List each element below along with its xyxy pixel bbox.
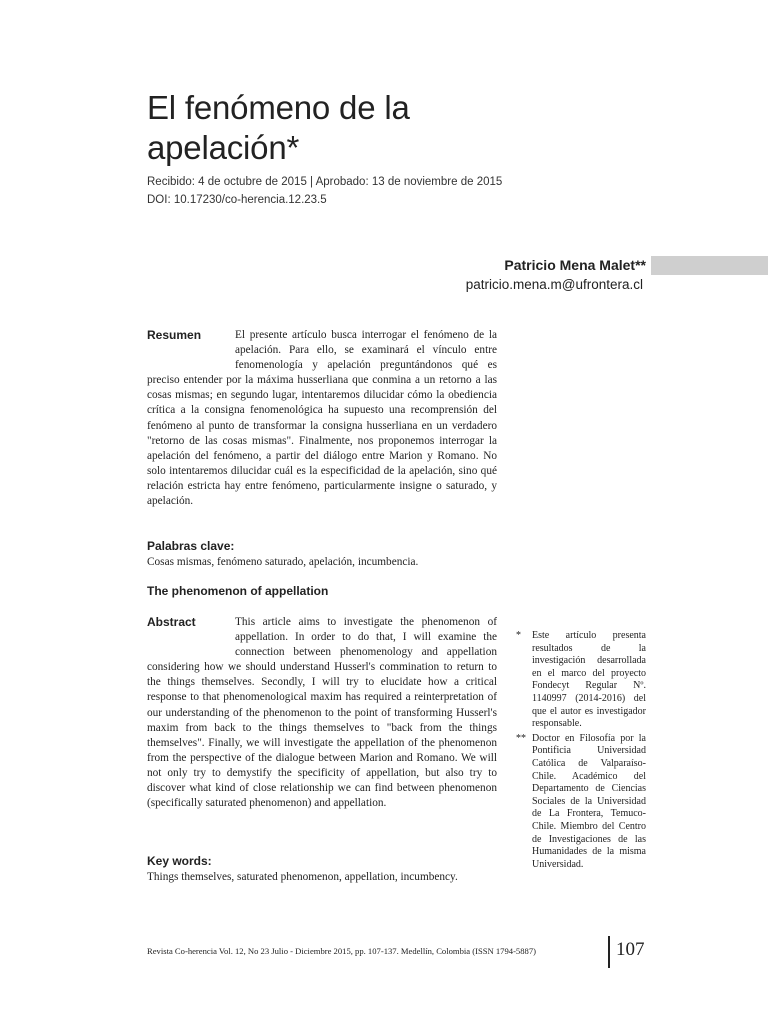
footnote-2-mark: ** [516,732,526,744]
author-name: Patricio Mena Malet** [504,257,646,273]
abstract-text: This article aims to investigate the phenomenon of appellation. In order to do that, I will examine the connection between phenomenology and appellation considering how we should understand Husserl's commination to return to the things themselves. Secondly, I will try to elucidate how a critical response to that phenomenological maxim has required a reinterpretation of our understanding of the phenomenon to the point of transforming Husserl's maxim from back to the things themselves to "back from the things themselves". Finally, we will investigate the appellation of the phenomenon from the perspective of the dialogue between Marion and Romano. We will not only try to demystify the specificity of appellation, but also try to discover what kind of close relationship we can find between phenomenon (specifically saturated phenomenon) and appellation. [147,616,497,810]
abstract-section [147,615,497,811]
english-title: The phenomenon of appellation [147,584,329,598]
resumen-text: El presente artículo busca interrogar el fenómeno de la apelación. Para ello, se examinará el vínculo entre fenomenología y apelación preguntándonos qué es preciso entender por la máxima husserliana que conmina a un retorno a las cosas mismas; en segundo lugar, intentaremos dilucidar cómo la obediencia crítica a la consigna fenomenológica ha supuesto una recomprensión del fenómeno al punto de transformar la consigna husserliana en un verdadero "retorno de las cosas mismas". Finalmente, nos proponemos interrogar la apelación del fenómeno, a partir del diálogo entre Marion y Romano. No solo intentaremos dilucidar cuál es la especificidad de la apelación, sino qué relación estricta hay entre fenómeno, particularmente insigne o saturado, y apelación. [147,329,497,508]
page-number: 107 [616,939,645,960]
resumen-label: Resumen [147,328,202,342]
footer-divider [608,936,610,968]
received-approved-dates: Recibido: 4 de octubre de 2015 | Aprobado: 13 de noviembre de 2015 [147,176,503,188]
author-email: patricio.mena.m@ufrontera.cl [465,277,643,292]
footnote-2-text: Doctor en Filosofía por la Pontificia Universidad Católica de Valparaíso-Chile. Académico del Departamento de Ciencias Sociales de la Universidad de La Frontera, Temuco-Chile. Miembro del Centro de Investigaciones de las Humanidades de la misma Universidad. [532,732,646,870]
key-words-text: Things themselves, saturated phenomenon, appellation, incumbency. [147,871,458,883]
journal-citation: Revista Co-herencia Vol. 12, No 23 Julio - Diciembre 2015, pp. 107-137. Medellín, Colombia (ISSN 1794-5887) [147,946,536,956]
footnotes [516,630,646,873]
footnote-1-text: Este artículo presenta resultados de la investigación desarrollada en el marco del proyecto Fondecyt Regular Nº. 1140997 (2014-2016) del que el autor es investigador responsable. [532,630,646,730]
resumen-section [147,328,497,509]
key-words-label: Key words: [147,854,212,868]
footnote-1-mark: * [516,630,521,641]
footnote-1 [516,630,646,731]
author-bar-decoration [651,256,768,275]
title-line-2: apelación* [147,129,300,166]
palabras-clave-label: Palabras clave: [147,539,235,553]
palabras-clave-text: Cosas mismas, fenómeno saturado, apelación, incumbencia. [147,556,419,568]
title-line-1: El fenómeno de la [147,89,410,126]
doi: DOI: 10.17230/co-herencia.12.23.5 [147,194,327,206]
footnote-2 [516,733,646,872]
abstract-label: Abstract [147,615,196,629]
article-title [147,88,647,168]
